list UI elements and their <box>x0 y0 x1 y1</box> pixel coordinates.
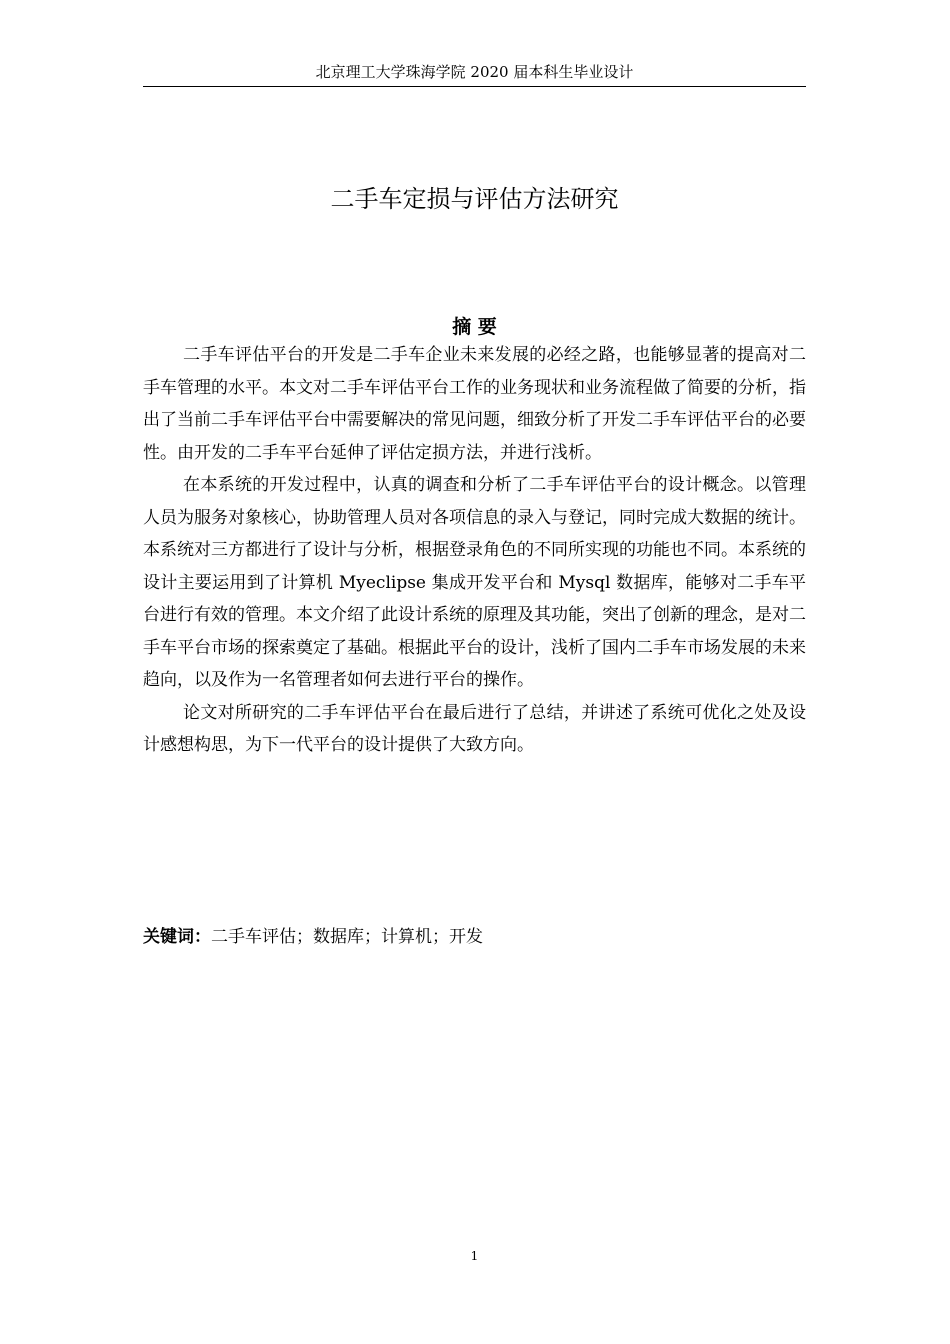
keywords-label: 关键词： <box>143 927 211 947</box>
abstract-heading: 摘 要 <box>452 316 497 338</box>
abstract-paragraph-3: 论文对所研究的二手车评估平台在最后进行了总结，并讲述了系统可优化之处及设计感想构思，为下一代平台的设计提供了大致方向。 <box>143 702 806 755</box>
thesis-title: 二手车定损与评估方法研究 <box>330 185 619 213</box>
page-number: 1 <box>470 1249 479 1263</box>
keywords-line <box>143 922 806 952</box>
keywords-value: 二手车评估；数据库；计算机；开发 <box>211 927 483 947</box>
abstract-body <box>143 339 806 762</box>
abstract-paragraph-1: 二手车评估平台的开发是二手车企业未来发展的必经之路，也能够显著的提高对二手车管理的水平。本文对二手车评估平台工作的业务现状和业务流程做了简要的分析，指出了当前二手车评估平台中需要解决的常见问题，细致分析了开发二手车评估平台的必要性。由开发的二手车平台延伸了评估定损方法，并进行浅析。 <box>143 345 806 463</box>
running-header: 北京理工大学珠海学院 2020 届本科生毕业设计 <box>315 63 634 81</box>
header-rule <box>143 86 806 87</box>
abstract-paragraph-2: 在本系统的开发过程中，认真的调查和分析了二手车评估平台的设计概念。以管理人员为服务对象核心，协助管理人员对各项信息的录入与登记，同时完成大数据的统计。本系统对三方都进行了设计与分析，根据登录角色的不同所实现的功能也不同。本系统的设计主要运用到了计算机 Myeclipse 集成开发平台和 Mysql 数据库，能够对二手车平台进行有效的管理。本文介绍了此设计系统的原理及其功能，突出了创新的理念，是对二手车平台市场的探索奠定了基础。根据此平台的设计，浅析了国内二手车市场发展的未来趋向，以及作为一名管理者如何去进行平台的操作。 <box>143 475 806 690</box>
